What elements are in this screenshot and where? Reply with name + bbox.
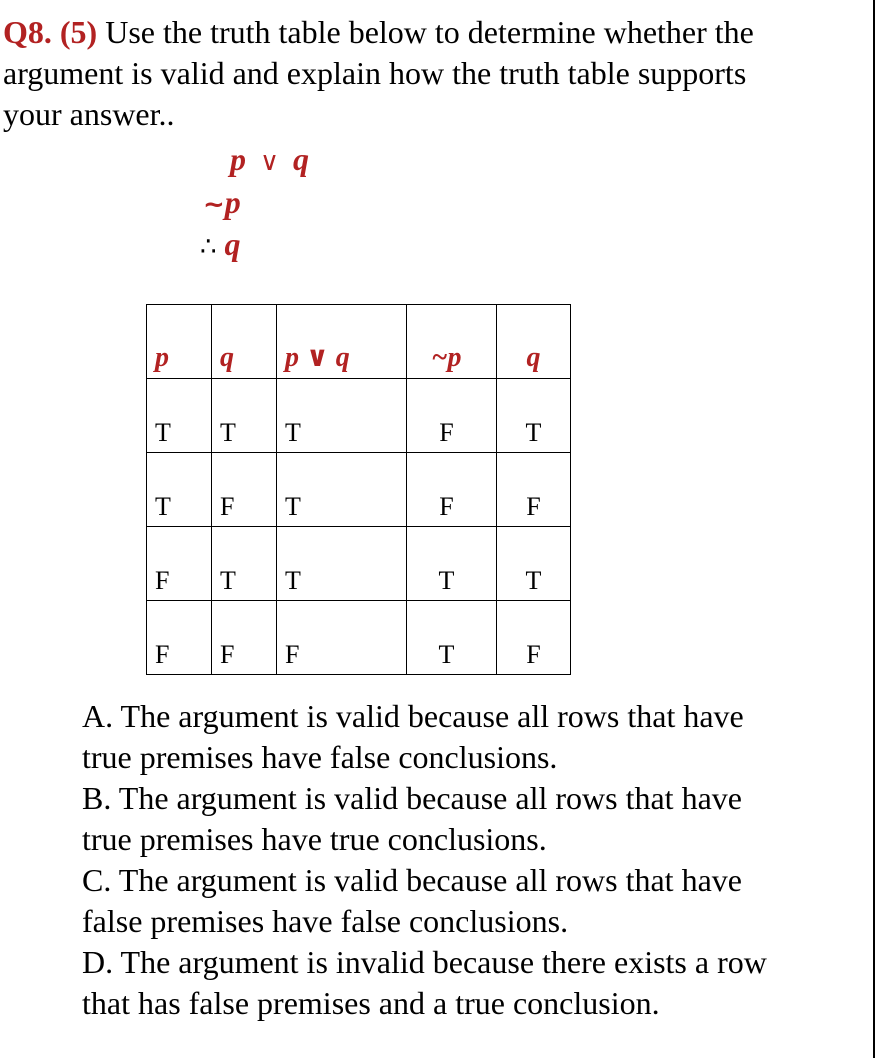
conclusion-q: q — [224, 226, 241, 262]
table-cell: T — [407, 527, 497, 601]
question-line-2: argument is valid and explain how the truth table supports — [3, 55, 747, 91]
table-cell: F — [212, 601, 277, 675]
table-cell: T — [277, 379, 407, 453]
option-a-line-1[interactable]: A. The argument is valid because all rows that have — [82, 698, 744, 734]
option-b-line-2[interactable]: true premises have true conclusions. — [82, 821, 547, 857]
option-c-line-2[interactable]: false premises have false conclusions. — [82, 903, 569, 939]
option-c-line-1[interactable]: C. The argument is valid because all rows that have — [82, 862, 742, 898]
table-cell: F — [497, 453, 571, 527]
header-cell: q — [497, 305, 571, 379]
table-cell: T — [407, 601, 497, 675]
table-cell: F — [277, 601, 407, 675]
negation-operator: ~ — [203, 190, 225, 220]
table-cell: T — [497, 527, 571, 601]
conclusion — [200, 226, 241, 263]
table-row — [147, 601, 571, 675]
option-a-line-2[interactable]: true premises have false conclusions. — [82, 739, 558, 775]
option-d-line-1[interactable]: D. The argument is invalid because there exists a row — [82, 944, 767, 980]
table-cell: T — [277, 527, 407, 601]
header-cell: p ∨ q — [277, 305, 407, 379]
premise-1-q: q — [293, 141, 310, 177]
table-header-row — [147, 305, 571, 379]
header-cell: p — [147, 305, 212, 379]
table-cell: F — [147, 601, 212, 675]
answer-options — [82, 696, 872, 1024]
table-cell: F — [407, 379, 497, 453]
premise-2-p: p — [224, 184, 241, 220]
premise-2 — [203, 184, 241, 221]
argument-block — [0, 0, 882, 300]
premise-1-p: p — [230, 141, 246, 177]
table-row — [147, 453, 571, 527]
table-cell: T — [497, 379, 571, 453]
table-cell: T — [212, 379, 277, 453]
therefore-symbol: ∴ — [200, 232, 217, 262]
table-row — [147, 379, 571, 453]
table-row — [147, 527, 571, 601]
table-cell: F — [212, 453, 277, 527]
option-b-line-1[interactable]: B. The argument is valid because all rows that have — [82, 780, 742, 816]
question-label: Q8. (5) — [3, 14, 98, 50]
header-cell: q — [212, 305, 277, 379]
table-cell: F — [147, 527, 212, 601]
table-cell: T — [147, 379, 212, 453]
table-cell: T — [147, 453, 212, 527]
table-cell: F — [407, 453, 497, 527]
table-cell: F — [497, 601, 571, 675]
table-cell: T — [212, 527, 277, 601]
premise-1 — [230, 141, 309, 178]
truth-table-grid — [146, 304, 571, 675]
or-operator: ∨ — [260, 147, 280, 177]
truth-table — [146, 304, 570, 669]
header-cell: ~p — [407, 305, 497, 379]
question-line-3: your answer.. — [3, 96, 175, 132]
table-cell: T — [277, 453, 407, 527]
question-text-1: Use the truth table below to determine whether the — [97, 14, 754, 50]
option-d-line-2[interactable]: that has false premises and a true conclusion. — [82, 985, 660, 1021]
